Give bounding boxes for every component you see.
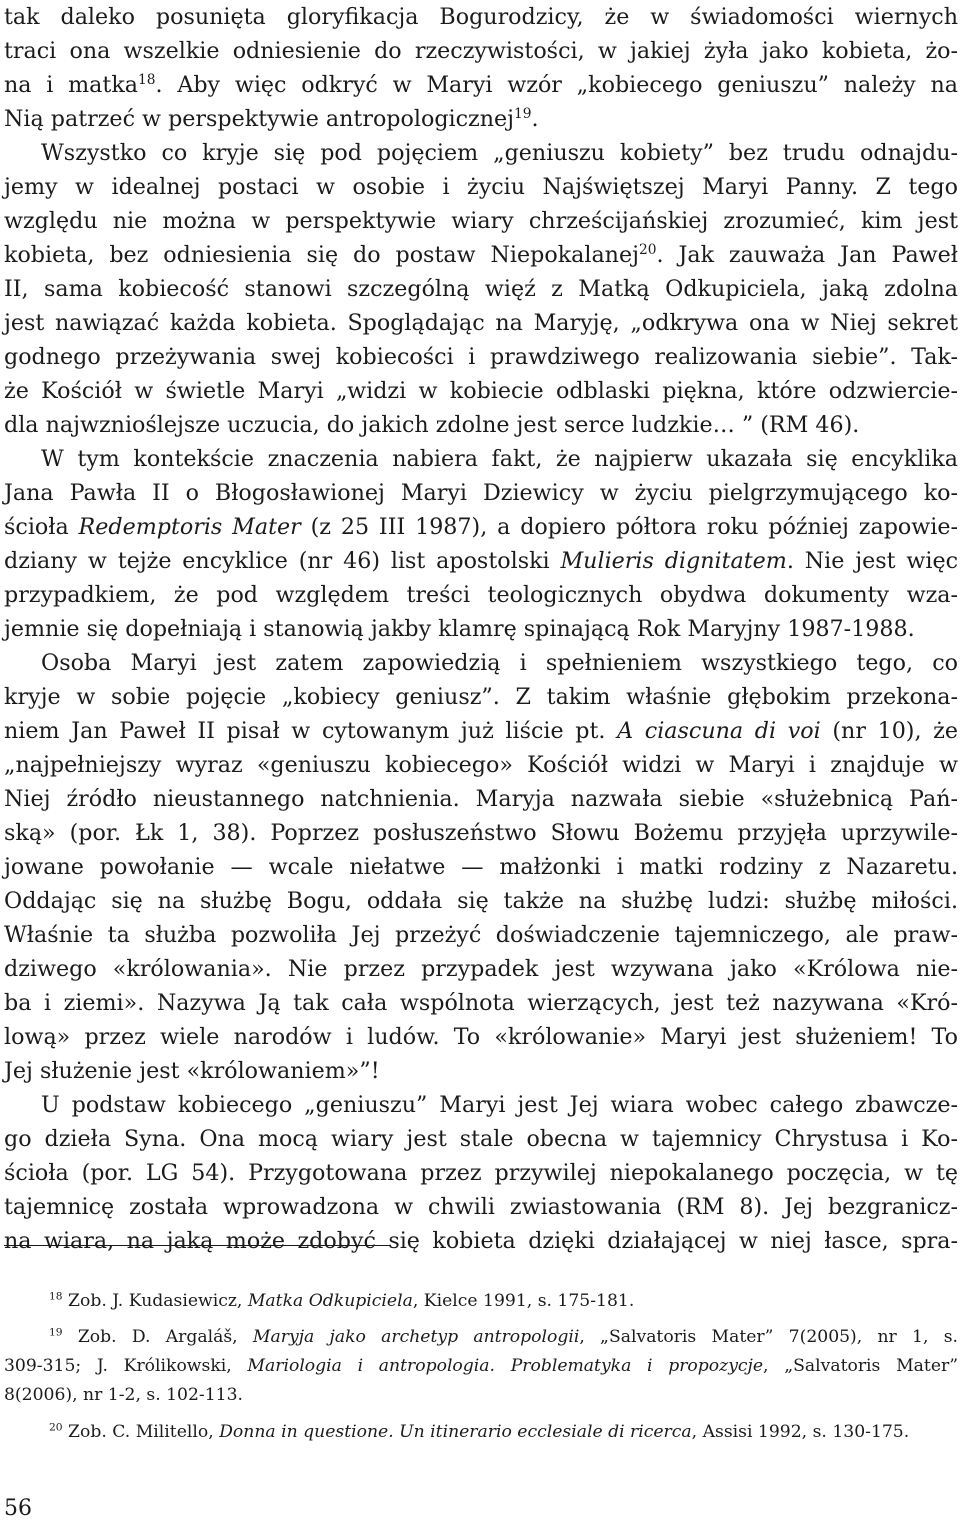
- text-run: .: [531, 106, 539, 132]
- text-run: traci ona wszelkie odniesienie do rzeczywistości, w jakiej żyła jako kobieta, żo-: [4, 38, 958, 64]
- body-line: [4, 136, 958, 170]
- body-line: [4, 918, 958, 952]
- text-run: (z 25 III 1987), a dopiero półtora roku później zapowie-: [300, 514, 958, 540]
- text-run: na wiara, na jaką może zdobyć się kobieta dzięki działającej w niej łasce, spra-: [4, 1228, 958, 1254]
- body-line: [4, 442, 958, 476]
- text-run: niem Jan Paweł II pisał w cytowanym już liście pt.: [4, 718, 618, 744]
- text-run: kobieta, bez odniesienia się do postaw Niepokalanej: [4, 242, 639, 268]
- body-line: [4, 272, 958, 306]
- footnote-ref: 19: [514, 105, 532, 122]
- text-run: Zob. D. Argaláš,: [62, 1327, 253, 1347]
- footnote-19: [4, 1323, 958, 1351]
- text-run: ścioła: [4, 514, 79, 540]
- body-line: [4, 782, 958, 816]
- text-run: . Nie jest więc: [786, 548, 959, 574]
- body-line: [4, 374, 958, 408]
- text-run: 8(2006), nr 1-2, s. 102-113.: [4, 1385, 243, 1405]
- body-line: [4, 1088, 958, 1122]
- text-run: lową» przez wiele narodów i ludów. To «królowanie» Maryi jest służeniem! To: [4, 1024, 958, 1050]
- body-line: [4, 1156, 958, 1190]
- text-run: dziany w tejże encyklice (nr 46) list apostolski: [4, 548, 561, 574]
- text-run: jowane powołanie — wcale niełatwe — małżonki i matki rodziny z Nazaretu.: [4, 854, 958, 880]
- text-run: . Jak zauważa Jan Paweł: [656, 242, 958, 268]
- text-run: ścioła (por. LG 54). Przygotowana przez przywilej niepokalanego poczęcia, w tę: [4, 1160, 958, 1186]
- text-run: że Kościół w świetle Maryi „widzi w kobiecie odblaski piękna, które odzwiercie-: [4, 378, 958, 404]
- text-run: Zob. C. Militello,: [62, 1422, 220, 1442]
- body-line: [4, 850, 958, 884]
- body-line: [4, 578, 958, 612]
- text-run: Jej służenie jest «królowaniem»”!: [4, 1058, 380, 1084]
- text-run: kryje w sobie pojęcie „kobiecy geniusz”. Z takim właśnie głębokim przekona-: [4, 684, 958, 710]
- body-line: [4, 0, 958, 34]
- text-run: względu nie można w perspektywie wiary chrześcijańskiej zrozumieć, kim jest: [4, 208, 958, 234]
- text-run: U podstaw kobiecego „geniuszu” Maryi jest Jej wiara wobec całego zbawcze-: [41, 1092, 958, 1118]
- text-run: go dzieła Syna. Ona mocą wiary jest stale obecna w tajemnicy Chrystusa i Ko-: [4, 1126, 958, 1152]
- text-run: Zob. J. Kudasiewicz,: [62, 1291, 248, 1311]
- text-run: godnego przeżywania swej kobiecości i prawdziwego realizowania siebie”. Tak-: [4, 344, 958, 370]
- body-line: [4, 204, 958, 238]
- text-run: jemnie się dopełniają i stanowią jakby klamrę spinającą Rok Maryjny 1987-1988.: [4, 616, 915, 642]
- text-run: Osoba Maryi jest zatem zapowiedzią i spełnieniem wszystkiego tego, co: [41, 650, 958, 676]
- book-page: [4, 0, 958, 1526]
- text-run: , „Salvatoris Mater” 7(2005), nr 1, s.: [579, 1327, 958, 1347]
- italic-title: Matka Odkupiciela: [247, 1291, 413, 1311]
- text-run: , „Salvatoris Mater”: [763, 1356, 958, 1376]
- body-line: [4, 340, 958, 374]
- footnote-separator: [4, 1245, 390, 1246]
- footnote-ref: 18: [138, 71, 156, 88]
- body-line: [4, 1122, 958, 1156]
- body-line: [4, 102, 958, 136]
- text-run: W tym kontekście znaczenia nabiera fakt, że najpierw ukazała się encyklika: [41, 446, 958, 472]
- body-line: [4, 612, 958, 646]
- text-run: , Kielce 1991, s. 175-181.: [412, 1291, 635, 1311]
- text-run: ba i ziemi». Nazywa Ją tak cała wspólnota wierzących, jest też nazywana «Kró-: [4, 990, 958, 1016]
- footnote-20: [4, 1418, 958, 1446]
- text-run: dziwego «królowania». Nie przez przypadek jest wzywana jako «Królowa nie-: [4, 956, 958, 982]
- footnote-18: [4, 1287, 958, 1315]
- italic-title: Redemptoris Mater: [78, 514, 301, 540]
- body-line: [4, 476, 958, 510]
- body-line: [4, 748, 958, 782]
- body-line: [4, 646, 958, 680]
- body-line: [4, 816, 958, 850]
- body-line: [4, 408, 958, 442]
- italic-title: Donna in questione. Un itinerario ecclesiale di ricerca: [219, 1422, 692, 1442]
- text-run: . Aby więc odkryć w Maryi wzór „kobiecego geniuszu” należy na: [155, 72, 958, 98]
- text-run: II, sama kobiecość stanowi szczególną więź z Matką Odkupiciela, jaką zdolna: [4, 276, 958, 302]
- body-line: [4, 510, 958, 544]
- italic-title: A ciascuna di voi: [617, 718, 821, 744]
- text-run: jemy w idealnej postaci w osobie i życiu Najświętszej Maryi Panny. Z tego: [4, 174, 958, 200]
- text-run: na i matka: [4, 72, 138, 98]
- italic-title: Maryja jako archetyp antropologii: [252, 1327, 580, 1347]
- body-line: [4, 986, 958, 1020]
- italic-title: Mulieris dignitatem: [560, 548, 787, 574]
- body-line: [4, 1020, 958, 1054]
- footnote-ref: 20: [638, 241, 657, 258]
- text-run: (nr 10), że: [820, 718, 958, 744]
- body-line: [4, 1190, 958, 1224]
- body-line: [4, 1054, 958, 1088]
- text-run: Jana Pawła II o Błogosławionej Maryi Dziewicy w życiu pielgrzymującego ko-: [4, 480, 958, 506]
- body-line: [4, 170, 958, 204]
- body-line: [4, 714, 958, 748]
- text-run: przypadkiem, że pod względem treści teologicznych obydwa dokumenty wza-: [4, 582, 958, 608]
- text-run: Wszystko co kryje się pod pojęciem „geniuszu kobiety” bez trudu odnajdu-: [41, 140, 958, 166]
- text-run: dla najwznioślejsze uczucia, do jakich zdolne jest serce ludzkie… ” (RM 46).: [4, 412, 860, 438]
- italic-title: Mariologia i antropologia. Problematyka i propozycje: [247, 1356, 764, 1376]
- text-run: „najpełniejszy wyraz «geniuszu kobiecego» Kościół widzi w Maryi i znajduje w: [4, 752, 958, 778]
- body-line: [4, 680, 958, 714]
- footnote-ref: 20: [49, 1420, 63, 1434]
- text-run: tak daleko posunięta gloryfikacja Bogurodzicy, że w świadomości wiernych: [4, 4, 958, 30]
- text-run: 309-315; J. Królikowski,: [4, 1356, 248, 1376]
- text-run: , Assisi 1992, s. 130-175.: [691, 1422, 910, 1442]
- text-run: Nią patrzeć w perspektywie antropologicznej: [4, 106, 515, 132]
- footnote-19-cont: [4, 1381, 958, 1409]
- body-line: [4, 306, 958, 340]
- footnote-19-cont: [4, 1352, 958, 1380]
- body-line: [4, 34, 958, 68]
- text-run: Oddając się na służbę Bogu, oddała się także na służbę ludzi: służbę miłości.: [4, 888, 958, 914]
- page-number: 56: [4, 1496, 32, 1521]
- body-line: [4, 884, 958, 918]
- footnote-ref: 18: [49, 1289, 63, 1303]
- text-run: Niej źródło nieustannego natchnienia. Maryja nazwała siebie «służebnicą Pań-: [4, 786, 958, 812]
- body-line: [4, 68, 958, 102]
- text-run: jest nawiązać każda kobieta. Spoglądając na Maryję, „odkrywa ona w Niej sekret: [4, 310, 958, 336]
- text-run: Właśnie ta służba pozwoliła Jej przeżyć doświadczenie tajemniczego, ale praw-: [4, 922, 958, 948]
- text-run: ską» (por. Łk 1, 38). Poprzez posłuszeństwo Słowu Bożemu przyjęła uprzywile-: [4, 820, 958, 846]
- body-line: [4, 238, 958, 272]
- body-line: [4, 544, 958, 578]
- body-line: [4, 1224, 958, 1258]
- body-line: [4, 952, 958, 986]
- footnote-ref: 19: [49, 1325, 63, 1339]
- text-run: tajemnicę została wprowadzona w chwili zwiastowania (RM 8). Jej bezgranicz-: [4, 1194, 958, 1220]
